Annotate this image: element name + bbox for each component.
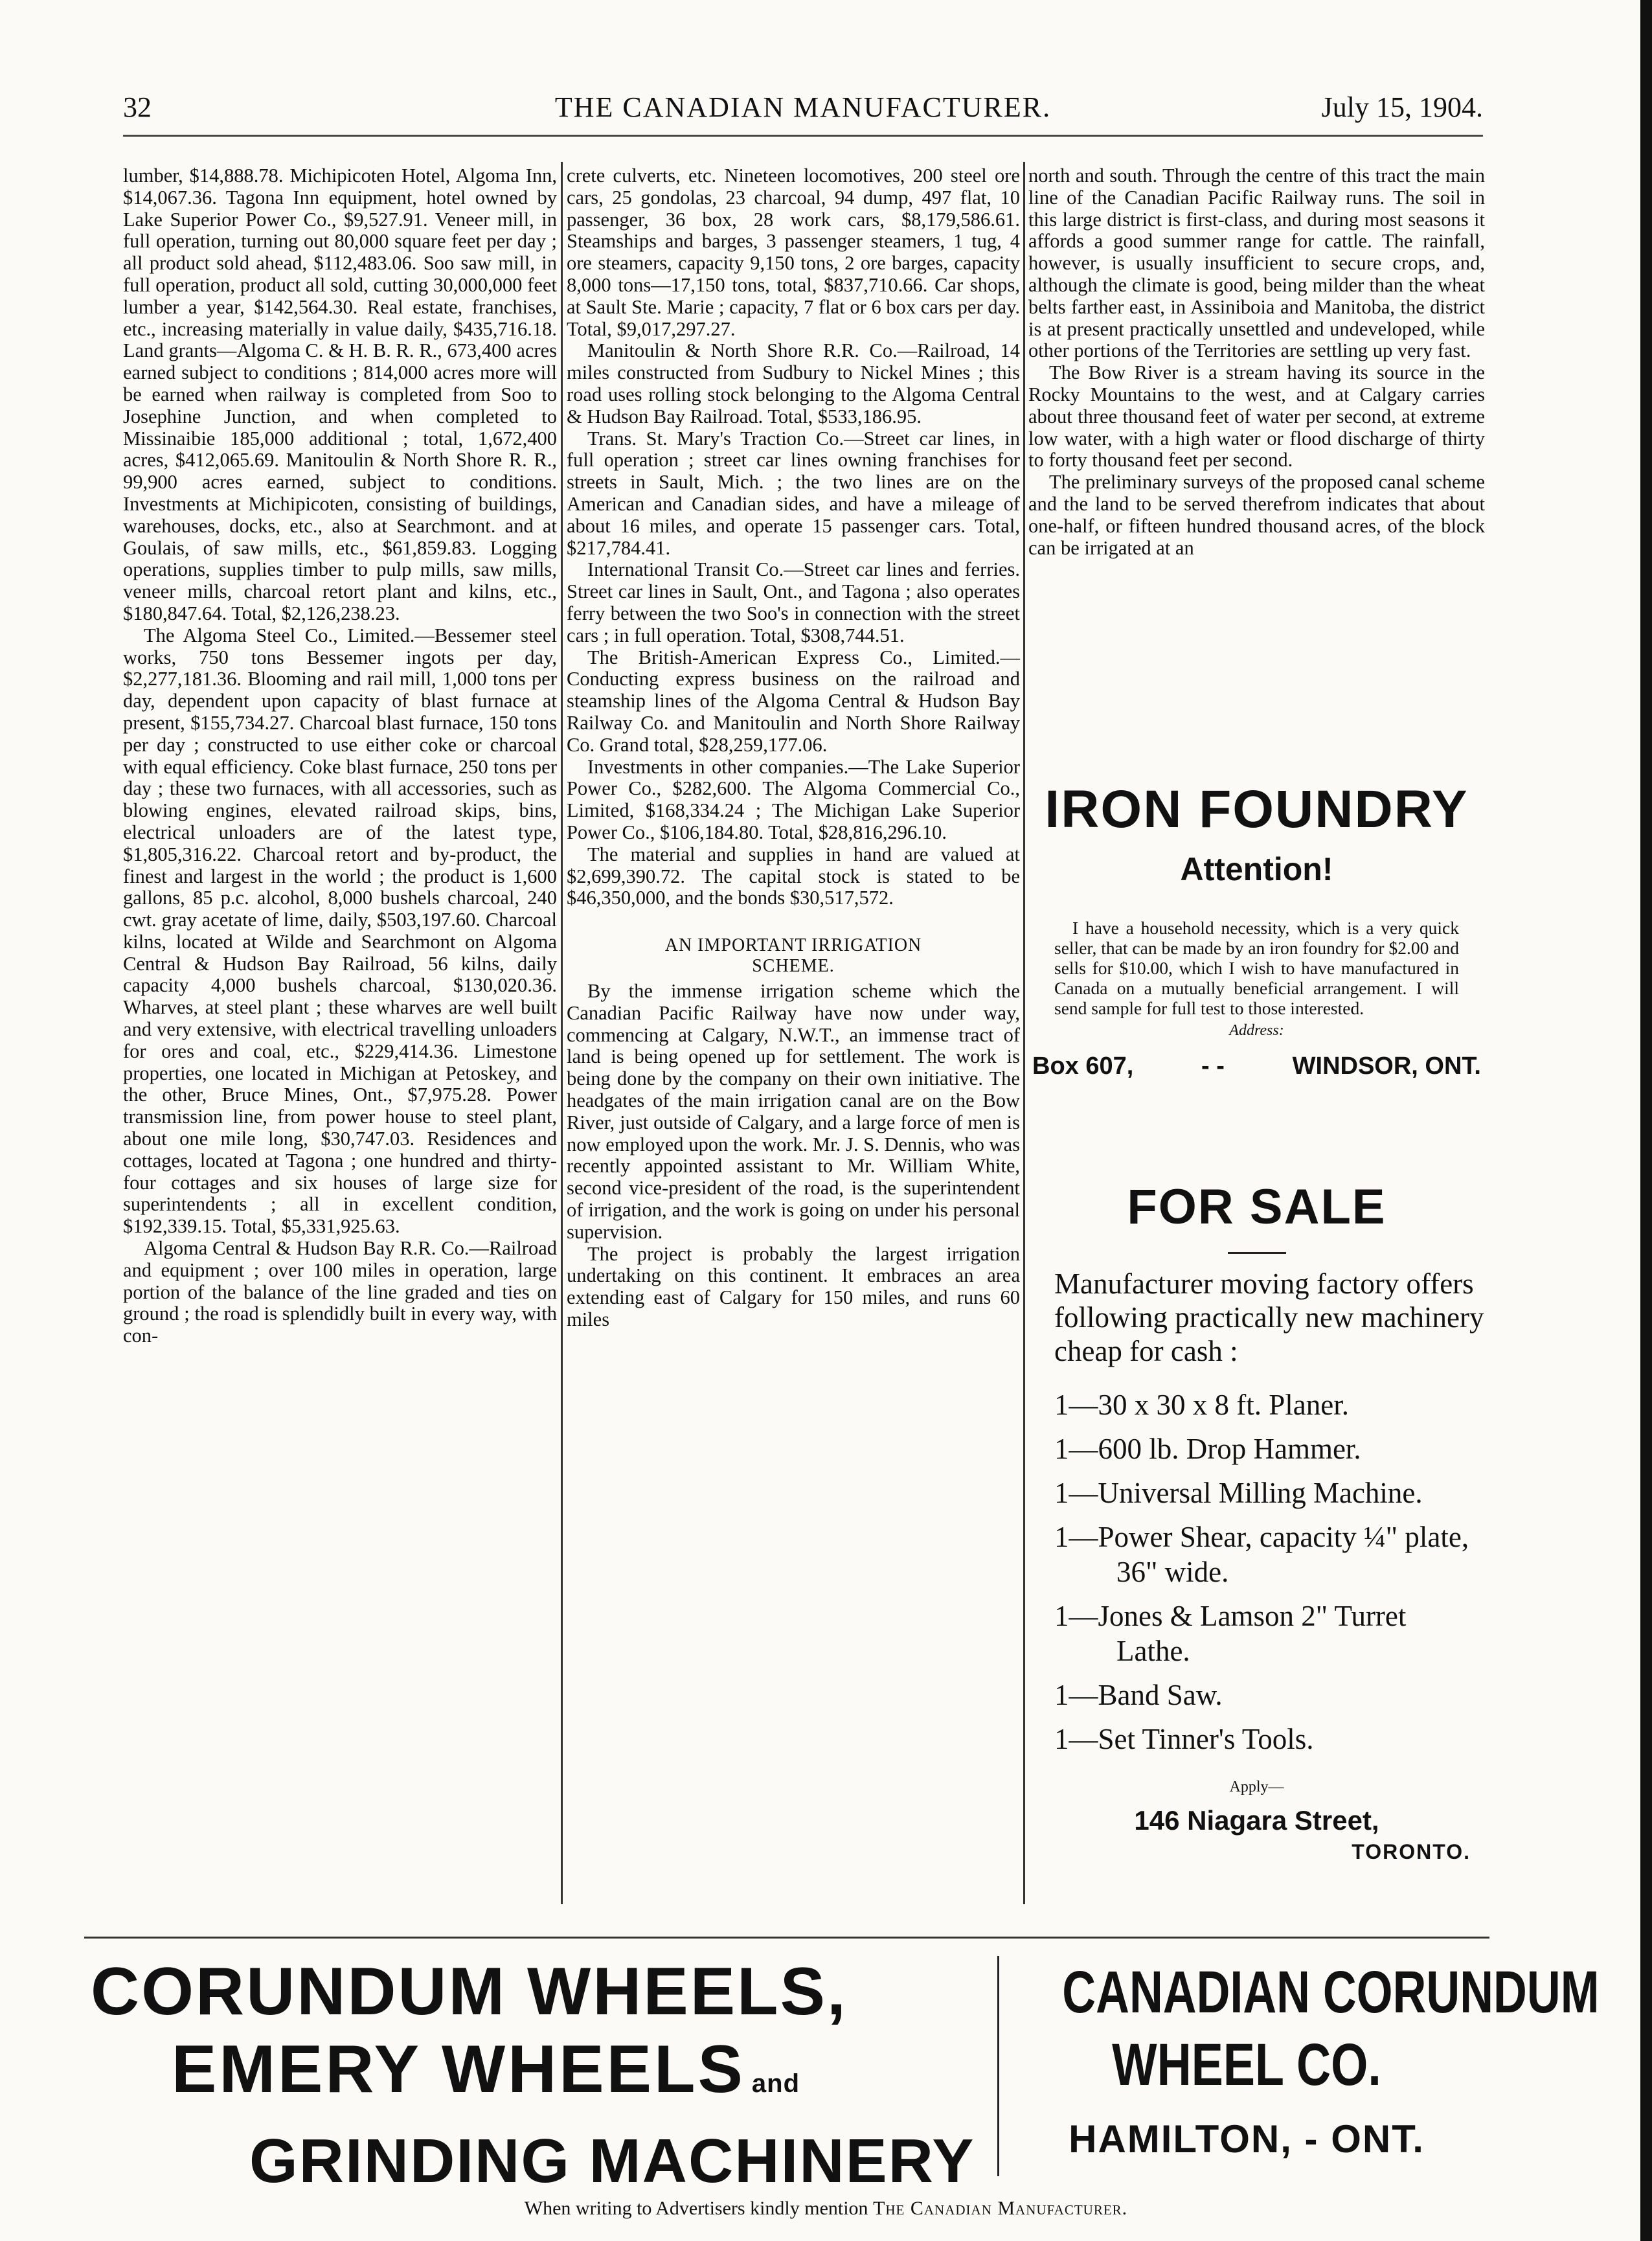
machinery-list xyxy=(1028,1387,1485,1757)
ad-box-number: Box 607, xyxy=(1032,1052,1134,1080)
issue-date: July 15, 1904. xyxy=(1321,91,1483,123)
ad-address-label: Address: xyxy=(1229,1022,1284,1039)
col1-paragraph: The Algoma Steel Co., Limited.—Bessemer steel works, 750 tons Bessemer ingots per day, $2,277,181.36. Blooming and rail mill, 1,000 tons per day, dependent upon capacity of blast furnace at present, $155,734.27. Charcoal blast furnace, 150 tons per day ; constructed to use either coke or charcoal with equal efficiency. Coke blast furnace, 250 tons per day ; these two furnaces, with all accessories, such as blowing engines, elevated railroad skips, bins, electrical unloaders are of the latest type, $1,805,316.22. Charcoal retort and by-product, the finest and largest in the world ; the product is 1,600 gallons, 85 p.c. alcohol, 8,000 bushels charcoal, 240 cwt. gray acetate of lime, daily, $503,197.60. Charcoal kilns, located at Wilde and Searchmont on Algoma Central & Hudson Bay Railroad, 56 kilns, daily capacity 4,000 bushels charcoal, $130,020.36. Wharves, at steel plant ; these wharves are well built and very extensive, with electrical travelling unloaders for ores and coal, etc., $229,414.36. Limestone properties, one located in Michigan at Petoskey, and the other, Bruce Mines, Ont., $7,975.28. Power transmission line, from power house to steel plant, about one mile long, $30,747.03. Residences and cottages, located at Tagona ; one hundred and thirty-four cottages and six houses of large size for superintendents ; all in excellent condition, $192,339.15. Total, $5,331,925.63. xyxy=(123,624,557,1238)
col2-paragraph: International Transit Co.—Street car lines and ferries. Street car lines in Sault, Ont., and Tagona ; also operates ferry between the two Soo's in connection with the street cars ; in full operation. Total, $308,744.51. xyxy=(567,558,1020,646)
column-3 xyxy=(1028,165,1485,559)
ad-address xyxy=(1028,1052,1485,1080)
ad-body: I have a household necessity, which is a very quick seller, that can be made by an iron foundry for $2.00 and sells for $10.00, which I wish to have manufactured in Canada on a mutually beneficial arrangement. I will send sample for full test to those interested. xyxy=(1054,918,1459,1018)
company-name: CANADIAN CORUNDUM xyxy=(1062,1959,1600,2025)
ad-line xyxy=(91,2031,997,2122)
column-divider xyxy=(1023,162,1025,1904)
corundum-wheels-ad xyxy=(91,1953,997,2200)
ad-intro: Manufacturer moving factory offers following practically new machinery cheap for cash : xyxy=(1054,1268,1484,1367)
footer-publication: The Canadian Manufacturer. xyxy=(873,2198,1128,2219)
for-sale-ad xyxy=(1028,1179,1485,1864)
machinery-item: 1—Jones & Lamson 2" Turret Lathe. xyxy=(1054,1600,1407,1667)
ad-line-text: EMERY WHEELS xyxy=(172,2032,745,2107)
ad-line: GRINDING MACHINERY xyxy=(249,2126,975,2196)
col2-paragraph: By the immense irrigation scheme which the Canadian Pacific Railway have now under way, commencing at Calgary, N.W.T., an immense tract of land is being opened up for settlement. The work is being done by the company on their own initiative. The headgates of the main irrigation canal are on the Bow River, just outside of Calgary, and a large force of men is now employed upon the work. Mr. J. S. Dennis, who was recently appointed assistant to Mr. William White, second vice-president of the road, is the superintendent of irrigation, and the work is going on under his personal supervision. xyxy=(567,980,1020,1243)
footer-text: When writing to Advertisers kindly mention xyxy=(524,2198,868,2219)
ad-separator: - - xyxy=(1201,1052,1225,1080)
ad-apply-label: Apply— xyxy=(1229,1779,1284,1795)
ad-street: 146 Niagara Street, xyxy=(1134,1805,1379,1836)
col2-paragraph: The material and supplies in hand are valued at $2,699,390.72. The capital stock is stated to be $46,350,000, and the bonds $30,517,572. xyxy=(567,843,1020,909)
scan-edge xyxy=(1640,0,1652,2241)
col1-paragraph: Algoma Central & Hudson Bay R.R. Co.—Railroad and equipment ; over 100 miles in operation, large portion of the balance of the line graded and ties on ground ; the road is splendidly built in every way, with con- xyxy=(123,1237,557,1347)
col3-paragraph: The Bow River is a stream having its source in the Rocky Mountains to the west, and at Calgary carries about three thousand feet of water per second, at extreme low water, with a high water or flood discharge of thirty to forty thousand feet per second. xyxy=(1028,361,1485,472)
col2-paragraph: Manitoulin & North Shore R.R. Co.—Railroad, 14 miles constructed from Sudbury to Nickel Mines ; this road uses rolling stock belonging to the Algoma Central & Hudson Bay Railroad. Total, $533,186.95. xyxy=(567,339,1020,427)
ad-and: and xyxy=(751,2069,800,2098)
article-heading-line: SCHEME. xyxy=(752,956,835,977)
company-name: WHEEL CO. xyxy=(1112,2032,1381,2098)
article-heading xyxy=(567,935,1020,977)
column-2 xyxy=(567,165,1020,1331)
publication-title: THE CANADIAN MANUFACTURER. xyxy=(554,91,1052,123)
col3-paragraph: north and south. Through the centre of this tract the main line of the Canadian Pacific Railway runs. The soil in this large district is first-class, and during most seasons it affords a good summer range for cattle. The rainfall, however, is usually insufficient to secure crops, and, although the climate is good, being milder than the wheat belts farther east, in Assiniboia and Manitoba, the district is at present practically unsettled and undeveloped, while other portions of the Territories are settling up very fast. xyxy=(1028,165,1485,362)
bottom-rule xyxy=(84,1937,1489,1939)
col2-paragraph: Trans. St. Mary's Traction Co.—Street car lines, in full operation ; street car lines owning franchises for streets in Sault, Mich. ; the two lines are on the American and Canadian sides, and have a mileage of about 16 miles, and operate 15 passenger cars. Total, $217,784.41. xyxy=(567,427,1020,559)
machinery-item: 1—Universal Milling Machine. xyxy=(1054,1477,1423,1509)
machinery-item: 1—600 lb. Drop Hammer. xyxy=(1054,1433,1361,1465)
article-heading-line: AN IMPORTANT IRRIGATION xyxy=(664,935,922,956)
machinery-item: 1—Band Saw. xyxy=(1054,1679,1223,1711)
machinery-item: 1—Power Shear, capacity ¼" plate, 36" wide. xyxy=(1054,1521,1469,1588)
page-number: 32 xyxy=(123,91,152,123)
col2-paragraph: Investments in other companies.—The Lake Superior Power Co., $282,600. The Algoma Commercial Co., Limited, $168,334.24 ; The Michigan Lake Superior Power Co., $106,184.80. Total, $28,816,296.10. xyxy=(567,755,1020,843)
col2-paragraph: crete culverts, etc. Nineteen locomotives, 200 steel ore cars, 25 gondolas, 23 charcoal, 94 dump, 497 flat, 10 passenger, 36 box, 28 work cars, $8,179,586.61. Steamships and barges, 3 passenger steamers, 1 tug, 4 ore steamers, capacity 9,150 tons, 2 ore barges, capacity 8,000 tons—17,150 tons, total, $837,710.66. Car shops, at Sault Ste. Marie ; capacity, 7 flat or 6 box cars per day. Total, $9,017,297.27. xyxy=(567,165,1020,340)
ad-rule xyxy=(1228,1252,1286,1254)
ad-city: TORONTO. xyxy=(1352,1840,1471,1863)
col2-paragraph: The project is probably the largest irrigation undertaking on this continent. It embraces an area extending east of Calgary for 150 miles, and runs 60 miles xyxy=(567,1242,1020,1331)
page-footer xyxy=(0,2198,1652,2220)
ad-line: CORUNDUM WHEELS, xyxy=(91,1954,848,2029)
column-divider xyxy=(561,162,563,1904)
column-1 xyxy=(123,165,557,1347)
ad-headline: FOR SALE xyxy=(1127,1179,1386,1234)
ad-subheadline: Attention! xyxy=(1180,851,1333,887)
header-rule xyxy=(123,135,1483,137)
iron-foundry-ad xyxy=(1028,780,1485,1080)
machinery-item: 1—Set Tinner's Tools. xyxy=(1054,1723,1314,1755)
col1-paragraph: lumber, $14,888.78. Michipicoten Hotel, Algoma Inn, $14,067.36. Tagona Inn equipment, hotel owned by Lake Superior Power Co., $9,527.91. Veneer mill, in full operation, turning out 80,000 square feet per day ; all product sold ahead, $112,483.06. Soo saw mill, in full operation, product all sold, cutting 30,000,000 feet lumber a year, $142,564.30. Real estate, franchises, etc., increasing materially in value daily, $435,716.18. Land grants—Algoma C. & H. B. R. R., 673,400 acres earned subject to conditions ; 814,000 acres more will be earned when railway is completed from Soo to Josephine Junction, and when completed to Missinaibie 185,000 additional ; total, 1,672,400 acres, $412,065.69. Manitoulin & North Shore R. R., 99,900 acres earned, subject to conditions. Investments at Michipicoten, consisting of buildings, warehouses, docks, etc., also at Searchmont. and at Goulais, of saw mills, etc., $61,859.83. Logging operations, supplies timber to pulp mills, saw mills, veneer mills, charcoal retort plant and kilns, etc., $180,847.64. Total, $2,126,238.23. xyxy=(123,165,557,624)
col2-paragraph: The British-American Express Co., Limited.—Conducting express business on the railroad and steamship lines of the Algoma Central & Hudson Bay Railway Co. and Manitoulin and North Shore Railway Co. Grand total, $28,259,177.06. xyxy=(567,646,1020,756)
ad-city: WINDSOR, ONT. xyxy=(1292,1052,1481,1080)
page-header xyxy=(123,91,1483,136)
ad-headline: IRON FOUNDRY xyxy=(1045,780,1469,839)
corundum-company-ad xyxy=(1010,1956,1600,2162)
ad-divider xyxy=(997,1956,999,2176)
machinery-item: 1—30 x 30 x 8 ft. Planer. xyxy=(1054,1389,1349,1421)
company-city: HAMILTON, - ONT. xyxy=(1069,2117,1425,2161)
col3-paragraph: The preliminary surveys of the proposed canal scheme and the land to be served therefrom indicates that about one-half, or fifteen hundred thousand acres, of the block can be irrigated at an xyxy=(1028,471,1485,559)
